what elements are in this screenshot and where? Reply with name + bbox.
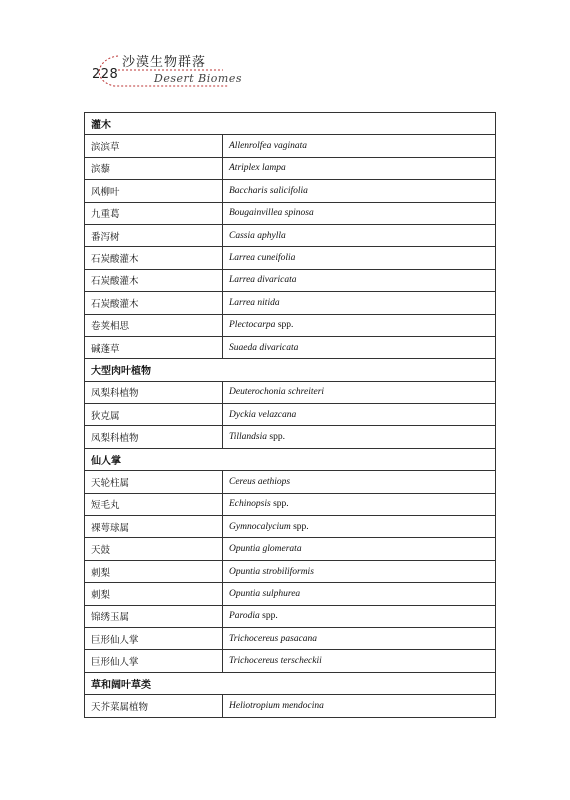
latin-name-cell — [223, 381, 496, 403]
latin-suffix: spp. — [290, 521, 309, 532]
category-heading: 灌木 — [85, 113, 496, 135]
latin-name: Suaeda divaricata — [229, 342, 299, 353]
category-row — [85, 448, 496, 470]
latin-name-cell — [223, 695, 496, 717]
category-heading: 大型肉叶植物 — [85, 359, 496, 381]
table-row — [85, 426, 496, 448]
chinese-name-cell: 刺梨 — [85, 583, 223, 605]
chinese-name-cell: 锦绣玉属 — [85, 605, 223, 627]
latin-name-cell — [223, 583, 496, 605]
chinese-name-cell: 石炭酸灌木 — [85, 292, 223, 314]
table-row — [85, 493, 496, 515]
latin-suffix: spp. — [275, 320, 294, 331]
latin-name-cell — [223, 404, 496, 426]
chinese-name-cell: 刺梨 — [85, 560, 223, 582]
latin-name: Trichocereus pasacana — [229, 633, 318, 644]
latin-name-cell — [223, 292, 496, 314]
latin-name: Allenrolfea vaginata — [229, 141, 308, 152]
table-row — [85, 292, 496, 314]
latin-name: Opuntia glomerata — [229, 544, 302, 555]
latin-name: Opuntia sulphurea — [229, 588, 301, 599]
latin-name: Cassia aphylla — [229, 230, 286, 241]
latin-name-cell — [223, 135, 496, 157]
chinese-name-cell: 巨形仙人掌 — [85, 627, 223, 649]
chinese-name-cell: 裸萼球属 — [85, 516, 223, 538]
chinese-name-cell: 卷荚相思 — [85, 314, 223, 336]
latin-name: Larrea divaricata — [229, 275, 297, 286]
species-table — [84, 112, 496, 718]
latin-suffix: spp. — [270, 499, 289, 510]
latin-name: Deuterochonia schreiteri — [229, 387, 325, 398]
table-row — [85, 202, 496, 224]
category-row — [85, 359, 496, 381]
latin-name: Dyckia velazcana — [229, 409, 297, 420]
chinese-name-cell: 凤梨科植物 — [85, 426, 223, 448]
table-row — [85, 627, 496, 649]
latin-name-cell — [223, 538, 496, 560]
table-row — [85, 314, 496, 336]
latin-name: Cereus aethiops — [229, 476, 291, 487]
table-row — [85, 605, 496, 627]
chinese-name-cell: 九重葛 — [85, 202, 223, 224]
latin-name-cell — [223, 202, 496, 224]
book-title-chinese: 沙漠生物群落 — [122, 55, 207, 70]
table-row — [85, 381, 496, 403]
latin-name: Larrea nitida — [229, 297, 280, 308]
chinese-name-cell: 碱蓬草 — [85, 336, 223, 358]
latin-name-cell — [223, 426, 496, 448]
latin-name-cell — [223, 269, 496, 291]
latin-name-cell — [223, 247, 496, 269]
latin-name: Plectocarpa — [229, 320, 276, 331]
chinese-name-cell: 滨滨草 — [85, 135, 223, 157]
table-row — [85, 157, 496, 179]
category-heading: 仙人掌 — [85, 448, 496, 470]
table-row — [85, 471, 496, 493]
latin-name-cell — [223, 493, 496, 515]
latin-name-cell — [223, 560, 496, 582]
latin-name: Trichocereus terscheckii — [229, 656, 322, 667]
latin-name-cell — [223, 650, 496, 672]
page-number: 228 — [92, 67, 119, 82]
table-row — [85, 247, 496, 269]
table-row — [85, 583, 496, 605]
chinese-name-cell: 番泻树 — [85, 224, 223, 246]
latin-name-cell — [223, 157, 496, 179]
chinese-name-cell: 狄克属 — [85, 404, 223, 426]
latin-name-cell — [223, 180, 496, 202]
latin-name: Heliotropium mendocina — [229, 700, 324, 711]
chinese-name-cell: 巨形仙人掌 — [85, 650, 223, 672]
latin-name-cell — [223, 627, 496, 649]
latin-name: Bougainvillea spinosa — [229, 208, 314, 219]
table-row — [85, 516, 496, 538]
table-row — [85, 538, 496, 560]
species-table-body — [85, 113, 496, 718]
chinese-name-cell: 风柳叶 — [85, 180, 223, 202]
category-heading: 草和阔叶草类 — [85, 672, 496, 694]
chinese-name-cell: 石炭酸灌木 — [85, 269, 223, 291]
book-title-english: Desert Biomes — [154, 72, 242, 85]
latin-name-cell — [223, 336, 496, 358]
chinese-name-cell: 凤梨科植物 — [85, 381, 223, 403]
chinese-name-cell: 石炭酸灌木 — [85, 247, 223, 269]
latin-suffix: spp. — [259, 611, 278, 622]
latin-name: Gymnocalycium — [229, 521, 291, 532]
latin-name-cell — [223, 605, 496, 627]
table-row — [85, 560, 496, 582]
latin-name: Baccharis salicifolia — [229, 185, 308, 196]
chinese-name-cell: 短毛丸 — [85, 493, 223, 515]
latin-name: Parodia — [229, 611, 260, 622]
table-row — [85, 269, 496, 291]
chinese-name-cell: 天轮柱属 — [85, 471, 223, 493]
latin-suffix: spp. — [267, 432, 285, 443]
latin-name: Atriplex lampa — [229, 163, 286, 174]
latin-name: Echinopsis — [229, 499, 271, 510]
latin-name: Tillandsia — [229, 432, 268, 443]
page-header — [88, 50, 388, 90]
latin-name-cell — [223, 224, 496, 246]
latin-name-cell — [223, 314, 496, 336]
table-row — [85, 336, 496, 358]
table-row — [85, 695, 496, 717]
table-row — [85, 404, 496, 426]
category-row — [85, 113, 496, 135]
chinese-name-cell: 天芥菜属植物 — [85, 695, 223, 717]
category-row — [85, 672, 496, 694]
latin-name: Opuntia strobiliformis — [229, 566, 314, 577]
table-row — [85, 135, 496, 157]
latin-name: Larrea cuneifolia — [229, 253, 296, 264]
latin-name-cell — [223, 471, 496, 493]
chinese-name-cell: 天鼓 — [85, 538, 223, 560]
table-row — [85, 650, 496, 672]
latin-name-cell — [223, 516, 496, 538]
table-row — [85, 224, 496, 246]
chinese-name-cell: 滨藜 — [85, 157, 223, 179]
table-row — [85, 180, 496, 202]
